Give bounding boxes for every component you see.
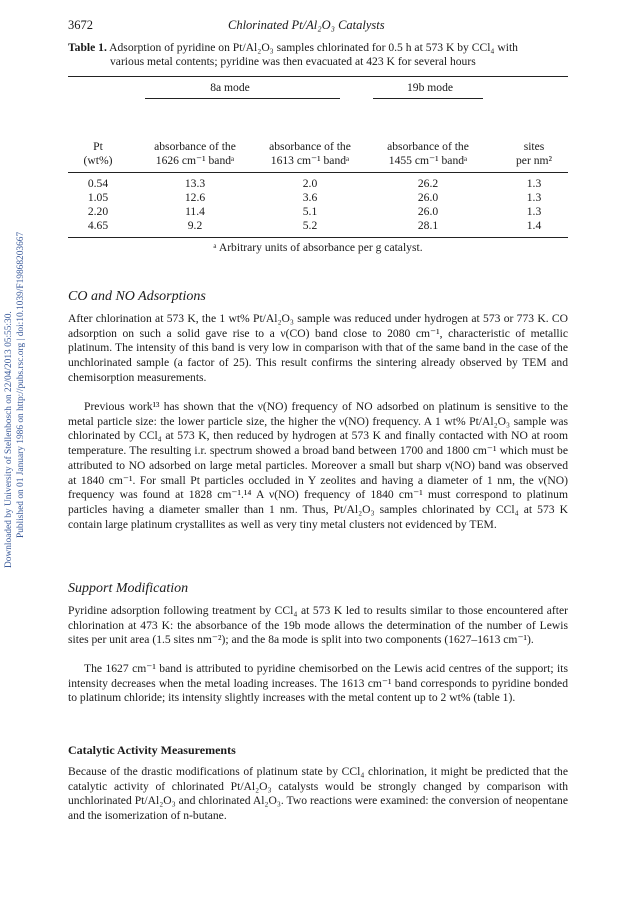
table-caption-line2: various metal contents; pyridine was then evacuated at 423 K for several hours — [110, 55, 476, 68]
table-top-rule — [68, 76, 568, 77]
col-1626-line2: 1626 cm⁻¹ bandᵃ — [155, 154, 235, 167]
section-heading-catalytic: Catalytic Activity Measurements — [68, 743, 236, 757]
table-bottom-rule — [68, 237, 568, 238]
table-cell: 1.05 — [87, 191, 109, 204]
table-cell: 9.2 — [187, 219, 203, 232]
table-cell: 26.0 — [417, 191, 439, 204]
col-1626-line1: absorbance of the — [154, 140, 236, 153]
table-cell: 11.4 — [185, 205, 205, 218]
col-sites-line1: sites — [523, 140, 545, 153]
col-1613-line2: 1613 cm⁻¹ bandᵃ — [270, 154, 350, 167]
table-cell: 3.6 — [302, 191, 318, 204]
table-cell: 4.65 — [87, 219, 109, 232]
table-cell: 13.3 — [184, 177, 206, 190]
table-cell: 1.3 — [526, 191, 542, 204]
table-cell: 1.3 — [526, 205, 542, 218]
paragraph: Pyridine adsorption following treatment by CCl₄ at 573 K led to results similar to those encountered after chlorination at 473 K: the absorbance of the 19b mode allows the determination of the number of Lewis sites per unit area (1.5 sites nm⁻²); and the 8a mode is split into two components (1627–1613 cm⁻¹). — [68, 604, 568, 647]
col-header-sites — [500, 140, 568, 168]
table-footnote: ᵃ Arbitrary units of absorbance per g catalyst. — [213, 241, 423, 254]
paragraph: After chlorination at 573 K, the 1 wt% Pt/Al₂O₃ sample was reduced under hydrogen at 573 or 773 K. CO adsorption on such a solid gave rise to a ν(CO) band close to 2080 cm⁻¹, characteristic of metallic platinum. The intensity of this band is very low in comparison with that of the same band in the case of the unchlorinated sample (a factor of 25). This result confirms the sintering already observed by TEM and chemisorption measurements. — [68, 312, 568, 384]
table-cell: 1.4 — [526, 219, 542, 232]
table-caption — [68, 41, 568, 69]
page-header — [68, 18, 568, 34]
page-number: 3672 — [68, 18, 93, 32]
col-pt-line1: Pt — [93, 140, 103, 153]
col-1455-line2: 1455 cm⁻¹ bandᵃ — [388, 154, 468, 167]
download-notice: Downloaded by University of Stellenbosch on 22/04/2013 05:55:30. — [4, 311, 14, 568]
group-19b-rule — [373, 98, 483, 99]
group-8a-rule — [145, 98, 340, 99]
section-heading-support: Support Modification — [68, 581, 189, 596]
table-cell: 12.6 — [184, 191, 206, 204]
table-cell: 26.0 — [417, 205, 439, 218]
table-cell: 28.1 — [417, 219, 439, 232]
table-header-rule — [68, 172, 568, 173]
paragraph: Because of the drastic modifications of platinum state by CCl₄ chlorination, it might be predicted that the catalytic activity of chlorinated Pt/Al₂O₃ catalysts would be strongly changed by comparison with unchlorinated Pt/Al₂O₃ and chlorinated Al₂O₃. Two reactions were examined: the conversion of neopentane and the isomerization of n-butane. — [68, 765, 568, 823]
col-sites-line2: per nm² — [516, 154, 552, 167]
table-cell: 5.1 — [302, 205, 318, 218]
table-caption-line1: Adsorption of pyridine on Pt/Al₂O₃ samples chlorinated for 0.5 h at 573 K by CCl₄ with — [106, 41, 518, 54]
table-cell: 2.20 — [87, 205, 109, 218]
table-cell: 5.2 — [302, 219, 318, 232]
paragraph — [68, 662, 568, 706]
paragraph — [68, 400, 568, 532]
col-header-1455 — [368, 140, 488, 168]
group-19b-label: 19b mode — [406, 81, 454, 94]
section-heading-co-no: CO and NO Adsorptions — [68, 289, 206, 304]
download-sidebar — [0, 0, 28, 570]
table-label: Table 1. — [68, 41, 107, 54]
running-title: Chlorinated Pt/Al₂O₃ Catalysts — [228, 18, 385, 32]
table-cell: 26.2 — [417, 177, 439, 190]
col-1455-line1: absorbance of the — [387, 140, 469, 153]
table-cell: 1.3 — [526, 177, 542, 190]
paragraph-text: Previous work¹³ has shown that the ν(NO) frequency of NO adsorbed on platinum is sensitive to the metal particle size: the lower particle size, the higher the ν(NO) frequency. A 1 wt% Pt/Al₂O₃ sample was chlorinated by CCl₄ at 573 K, then reduced by hydrogen at 573 K and finally contacted with NO at room temperature. The resulting i.r. spectrum showed a broad band between 1700 and 1800 cm⁻¹ which must be attributed to NO adsorbed on large metal particles. Moreover a small but sharp ν(NO) band was observed at 1840 cm⁻¹. For small Pt particles occluded in Y zeolites and having a diameter of 1 nm, the ν(NO) frequency was found at 1828 cm⁻¹.¹⁴ A ν(NO) frequency of 1840 cm⁻¹ must correspond to platinum particles having a diameter smaller than 1 nm. Thus, Pt/Al₂O₃ samples chlorinated by CCl₄ at 573 K contain large platinum crystallites as well as very tiny metal clusters not evidenced by TEM. — [68, 400, 568, 531]
group-8a-label: 8a mode — [210, 81, 250, 94]
paragraph-text: The 1627 cm⁻¹ band is attributed to pyridine chemisorbed on the Lewis acid centres of the support; its intensity decreases when the metal loading increases. The 1613 cm⁻¹ band corresponds to pyridine bonded to platinum chloride; its intensity slightly increases with the metal content up to 2 wt% (table 1). — [68, 662, 568, 705]
col-1613-line1: absorbance of the — [269, 140, 351, 153]
table-cell: 0.54 — [87, 177, 109, 190]
col-header-pt — [68, 140, 128, 168]
col-header-1626 — [140, 140, 250, 168]
table-cell: 2.0 — [302, 177, 318, 190]
col-pt-line2: (wt%) — [83, 154, 113, 167]
col-header-1613 — [255, 140, 365, 168]
publication-notice[interactable]: Published on 01 January 1986 on http://pubs.rsc.org | doi:10.1039/F19868203667 — [16, 231, 26, 538]
